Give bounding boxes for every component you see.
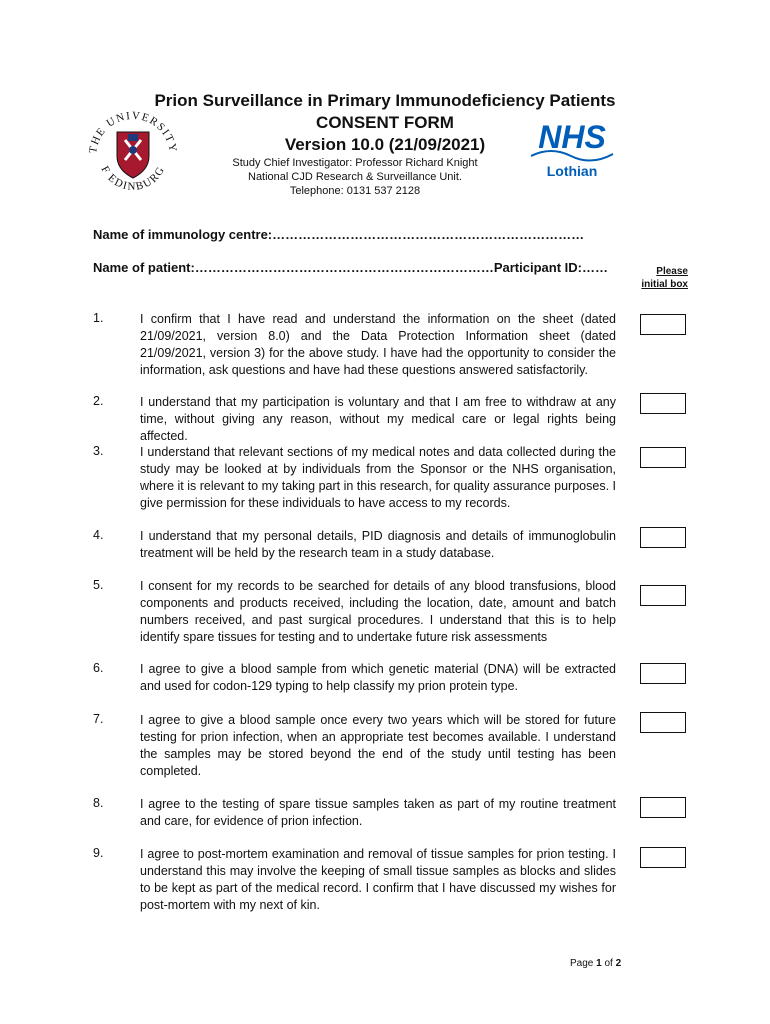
svg-text:Lothian: Lothian xyxy=(546,163,598,179)
version-line: Version 10.0 (21/09/2021) xyxy=(284,135,486,154)
item-number: 5. xyxy=(93,578,104,592)
item-number: 3. xyxy=(93,444,104,458)
page-label: Page xyxy=(570,958,594,969)
study-title: Prion Surveillance in Primary Immunodeficiency Patients xyxy=(154,91,616,110)
patient-name-field[interactable]: Name of patient:……………………………………………………………Participant ID:…… xyxy=(93,260,608,275)
item-number: 7. xyxy=(93,712,104,726)
initial-box-9[interactable] xyxy=(640,847,686,868)
svg-text:THE UNIVERSITY: THE UNIVERSITY xyxy=(86,109,180,155)
item-text: I agree to give a blood sample from which genetic material (DNA) will be extracted and used for codon-129 typing to help classify my prion protein type. xyxy=(140,662,616,693)
item-text: I agree to the testing of spare tissue samples taken as part of my routine treatment and care, for evidence of prion infection. xyxy=(140,797,616,828)
item-number: 9. xyxy=(93,846,104,860)
item-number: 4. xyxy=(93,528,104,542)
page-total: 2 xyxy=(615,958,622,969)
initial-box-header-line1: Please xyxy=(656,266,688,277)
item-number: 6. xyxy=(93,661,104,675)
telephone: Telephone: 0131 537 2128 xyxy=(289,185,421,197)
initial-box-6[interactable] xyxy=(640,663,686,684)
form-title: CONSENT FORM xyxy=(316,113,454,132)
initial-box-8[interactable] xyxy=(640,797,686,818)
item-text: I understand that my participation is voluntary and that I am free to withdraw at any time, without giving any reason, without my medical care or legal rights being affected. xyxy=(140,395,616,443)
initial-box-header-line2: initial box xyxy=(641,279,688,290)
initial-box-5[interactable] xyxy=(640,585,686,606)
of-label: of xyxy=(604,958,613,969)
item-number: 1. xyxy=(93,311,104,325)
initial-box-4[interactable] xyxy=(640,527,686,548)
chief-investigator: Study Chief Investigator: Professor Richard Knight xyxy=(232,157,478,169)
initial-box-header xyxy=(640,265,688,291)
initial-box-2[interactable] xyxy=(640,393,686,414)
item-text: I confirm that I have read and understand the information on the sheet (dated 21/09/2021, version 8.0) and the Data Protection Information sheet (dated 21/09/2021, version 3) for the above study. I have had the opportunity to consider the information, ask questions and have had these questions answered satisfactorily. xyxy=(140,312,616,377)
item-text: I understand that relevant sections of my medical notes and data collected during the study may be looked at by individuals from the Sponsor or the NHS organisation, where it is relevant to my taking part in this research, for quality assurance purposes. I give permission for these individuals to have access to my records. xyxy=(140,445,616,510)
item-text: I consent for my records to be searched for details of any blood transfusions, blood components and products received, including the location, date, amount and batch numbers received, and past surgical procedures. I understand that this is to help identify spare tissues for testing and to undertake future risk assessments xyxy=(140,579,616,644)
initial-box-7[interactable] xyxy=(640,712,686,733)
research-unit: National CJD Research & Surveillance Unit. xyxy=(248,171,462,183)
item-number: 8. xyxy=(93,796,104,810)
svg-text:NHS: NHS xyxy=(538,119,606,155)
page-footer xyxy=(570,958,621,969)
page-number: 1 xyxy=(596,958,602,969)
item-text: I understand that my personal details, PID diagnosis and details of immunoglobulin treatment will be held by the research team in a study database. xyxy=(140,529,616,560)
item-number: 2. xyxy=(93,394,104,408)
item-text: I agree to post-mortem examination and removal of tissue samples for prion testing. I understand this may involve the keeping of small tissue samples as blocks and slides to be kept as part of the medical record. I confirm that I have discussed my wishes for post-mortem with my next of kin. xyxy=(140,847,616,912)
immunology-centre-field[interactable]: Name of immunology centre:……………………………………………………………… xyxy=(93,227,585,242)
initial-box-3[interactable] xyxy=(640,447,686,468)
svg-text:OF EDINBURGH: F EDINBURG xyxy=(98,164,168,193)
initial-box-1[interactable] xyxy=(640,314,686,335)
item-text: I agree to give a blood sample once every two years which will be stored for future testing for prion infection, when an appropriate test becomes available. I understand the samples may be stored beyond the end of the study until testing has been completed. xyxy=(140,713,616,778)
